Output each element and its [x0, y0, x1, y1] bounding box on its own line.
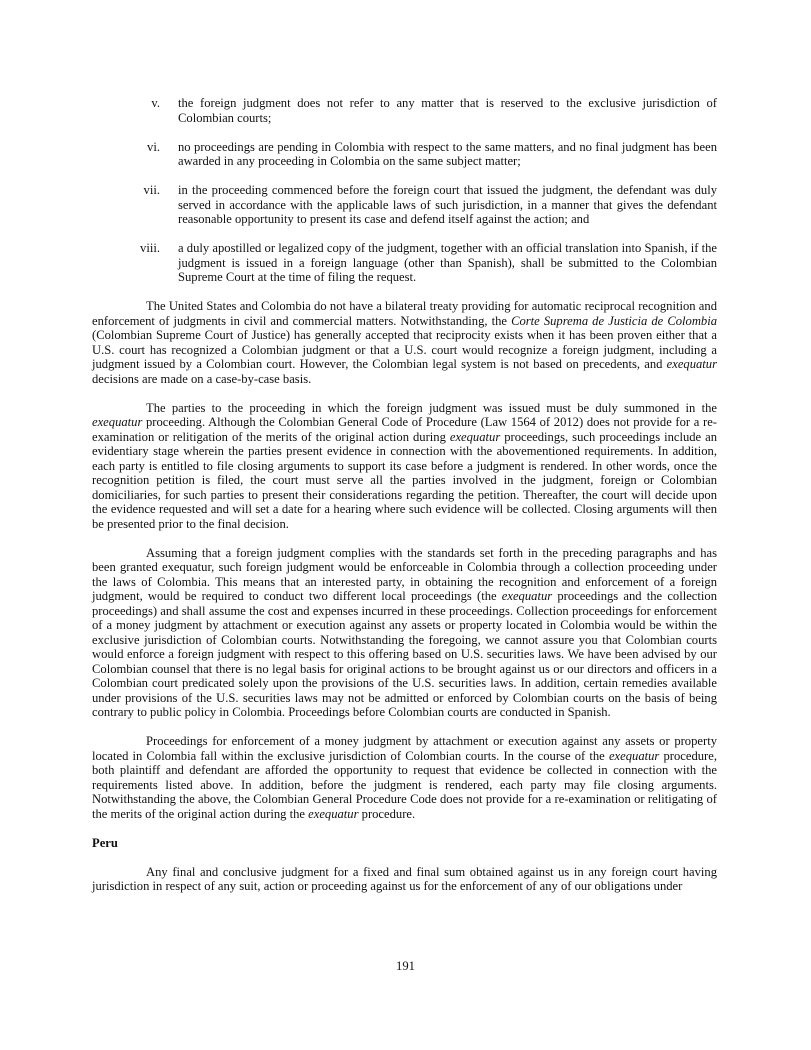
list-item — [92, 140, 717, 169]
list-numeral: viii. — [140, 241, 160, 255]
paragraph-parties: The parties to the proceeding in which the foreign judgment was issued must be duly summoned in the exequatur proceeding. Although the Colombian General Code of Procedure (Law 1564 of 2012) does not provide for a re-examination or relitigation of the merits of the original action during exequatur proceedings, such proceedings include an evidentiary stage wherein the parties present evidence in connection with the abovementioned requirements. In addition, each party is entitled to file closing arguments to support its case before a judgment is rendered. In other words, once the recognition petition is filed, the court must serve all the parties involved in the judgment, foreign or Colombian domiciliaries, for such parties to present their considerations regarding the petition. Thereafter, the court will decide upon the evidence requested and will set a date for a hearing where such evidence will be collected. Closing arguments will then be presented prior to the final decision. — [92, 400, 718, 531]
paragraph-money-judgment: Proceedings for enforcement of a money judgment by attachment or execution against any assets or property located in Colombia fall within the exclusive jurisdiction of Colombian courts. In the course of the exequatur procedure, both plaintiff and defendant are afforded the opportunity to request that evidence be collected in connection with the requirements listed above. In addition, before the judgment is rendered, each party may file closing arguments. Notwithstanding the above, the Colombian General Procedure Code does not provide for a re-examination or relitigating of the merits of the original action during the exequatur procedure. — [92, 734, 717, 821]
page-number: 191 — [396, 959, 415, 973]
paragraph-reciprocity: The United States and Colombia do not have a bilateral treaty providing for automatic reciprocal recognition and enforcement of judgments in civil and commercial matters. Notwithstanding, the Corte Suprema de Justicia de Colombia (Colombian Supreme Court of Justice) has generally accepted that reciprocity exists when it has been proven either that a U.S. court has recognized a Colombian judgment or that a U.S. court would recognize a foreign judgment, including a judgment issued by a Colombian court. However, the Colombian legal system is not based on precedents, and exequatur decisions are made on a case-by-case basis. — [92, 299, 718, 386]
paragraph-peru: Any final and conclusive judgment for a fixed and final sum obtained against us in any foreign court having jurisdiction in respect of any suit, action or proceeding against us for the enforcement of any of our obligations under — [92, 864, 717, 893]
list-text: in the proceeding commenced before the foreign court that issued the judgment, the defendant was duly served in accordance with the applicable laws of such jurisdiction, in a manner that gives the defendant reasonable opportunity to present its case and defend itself against the action; and — [178, 183, 717, 226]
list-numeral: vii. — [143, 183, 160, 197]
section-heading-peru: Peru — [92, 835, 118, 850]
paragraph-enforcement: Assuming that a foreign judgment complies with the standards set forth in the preceding paragraphs and has been granted exequatur, such foreign judgment would be enforceable in Colombia through a collection proceeding under the laws of Colombia. This means that an interested party, in obtaining the recognition and enforcement of a foreign judgment, would be required to conduct two different local proceedings (the exequatur proceedings and the collection proceedings) and shall assume the cost and expenses incurred in these proceedings. Collection proceedings for enforcement of a money judgment by attachment or execution against any assets or property located in Colombia would be within the exclusive jurisdiction of Colombian courts. Notwithstanding the foregoing, we cannot assure you that Colombian courts would enforce a foreign judgment with respect to this offering based on U.S. securities laws. We have been advised by our Colombian counsel that there is no legal basis for original actions to be brought against us or our directors and officers in a Colombian court predicated solely upon the provisions of the U.S. securities laws. In addition, certain remedies available under provisions of the U.S. securities laws may not be admitted or enforced by Colombian courts on the basis of being contrary to public policy in Colombia. Proceedings before Colombian courts are conducted in Spanish. — [92, 545, 717, 719]
list-item — [92, 183, 717, 227]
list-item — [92, 96, 717, 125]
list-item — [92, 241, 717, 285]
list-text: no proceedings are pending in Colombia with respect to the same matters, and no final judgment has been awarded in any proceeding in Colombia on the same subject matter; — [178, 139, 717, 168]
list-text: a duly apostilled or legalized copy of the judgment, together with an official translation into Spanish, if the judgment is issued in a foreign language (other than Spanish), shall be submitted to the Colombian Supreme Court at the time of filing the request. — [178, 241, 717, 284]
list-numeral: v. — [151, 96, 160, 110]
document-page — [92, 96, 717, 908]
list-text: the foreign judgment does not refer to any matter that is reserved to the exclusive jurisdiction of Colombian courts; — [178, 96, 717, 125]
list-numeral: vi. — [147, 139, 160, 154]
